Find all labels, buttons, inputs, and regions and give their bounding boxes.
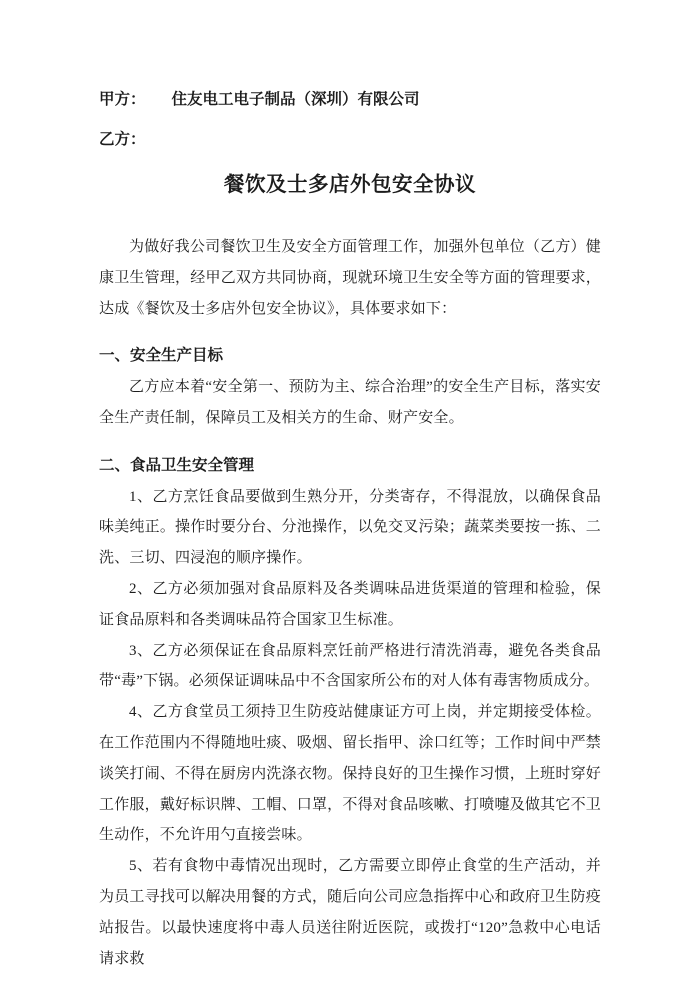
section-1-paragraph: 乙方应本着“安全第一、预防为主、综合治理”的安全生产目标，落实安全生产责任制，保障员工及相关方的生命、财产安全。 (99, 379, 601, 426)
section-heading-safety-production-goal: 一、安全生产目标 (99, 347, 224, 365)
section-heading-food-hygiene-safety: 二、食品卫生安全管理 (99, 456, 255, 474)
party-a-value: 住友电工电子制品（深圳）有限公司 (171, 91, 420, 108)
party-b-label: 乙方： (99, 131, 146, 148)
section-2-item-2: 2、乙方必须加强对食品原料及各类调味品进货渠道的管理和检验，保证食品原料和各类调味品符合国家卫生标准。 (99, 580, 601, 628)
party-a-line (99, 86, 601, 114)
section-2-item-3: 3、乙方必须保证在食品原料烹饪前严格进行清洗消毒，避免各类食品带“毒”下锅。必须保证调味品中不含国家所公布的对人体有毒害物质成分。 (99, 642, 601, 690)
party-a-label: 甲方： (99, 91, 146, 108)
section-2-item-1: 1、乙方烹饪食品要做到生熟分开，分类寄存，不得混放，以确保食品味美纯正。操作时要分台、分池操作，以免交叉污染；蔬菜类要按一拣、二洗、三切、四浸泡的顺序操作。 (99, 488, 601, 567)
party-b-line (99, 126, 601, 154)
section-2-item-5: 5、若有食物中毒情况出现时，乙方需要立即停止食堂的生产活动，并为员工寻找可以解决用餐的方式，随后向公司应急指挥中心和政府卫生防疫站报告。以最快速度将中毒人员送往附近医院，或拨打“120”急救中心电话请求救 (99, 858, 601, 967)
intro-paragraph: 为做好我公司餐饮卫生及安全方面管理工作，加强外包单位（乙方）健康卫生管理，经甲乙双方共同协商，现就环境卫生安全等方面的管理要求，达成《餐饮及士多店外包安全协议》，具体要求如下： (99, 239, 601, 317)
document-title: 餐饮及士多店外包安全协议 (224, 174, 476, 196)
section-2-item-4: 4、乙方食堂员工须持卫生防疫站健康证方可上岗，并定期接受体检。在工作范围内不得随地吐痰、吸烟、留长指甲、涂口红等；工作时间中严禁谈笑打闹、不得在厨房内洗涤衣物。保持良好的卫生操作习惯，上班时穿好工作服，戴好标识牌、工帽、口罩，不得对食品咳嗽、打喷嚏及做其它不卫生动作，不允许用勺直接尝味。 (99, 704, 601, 844)
